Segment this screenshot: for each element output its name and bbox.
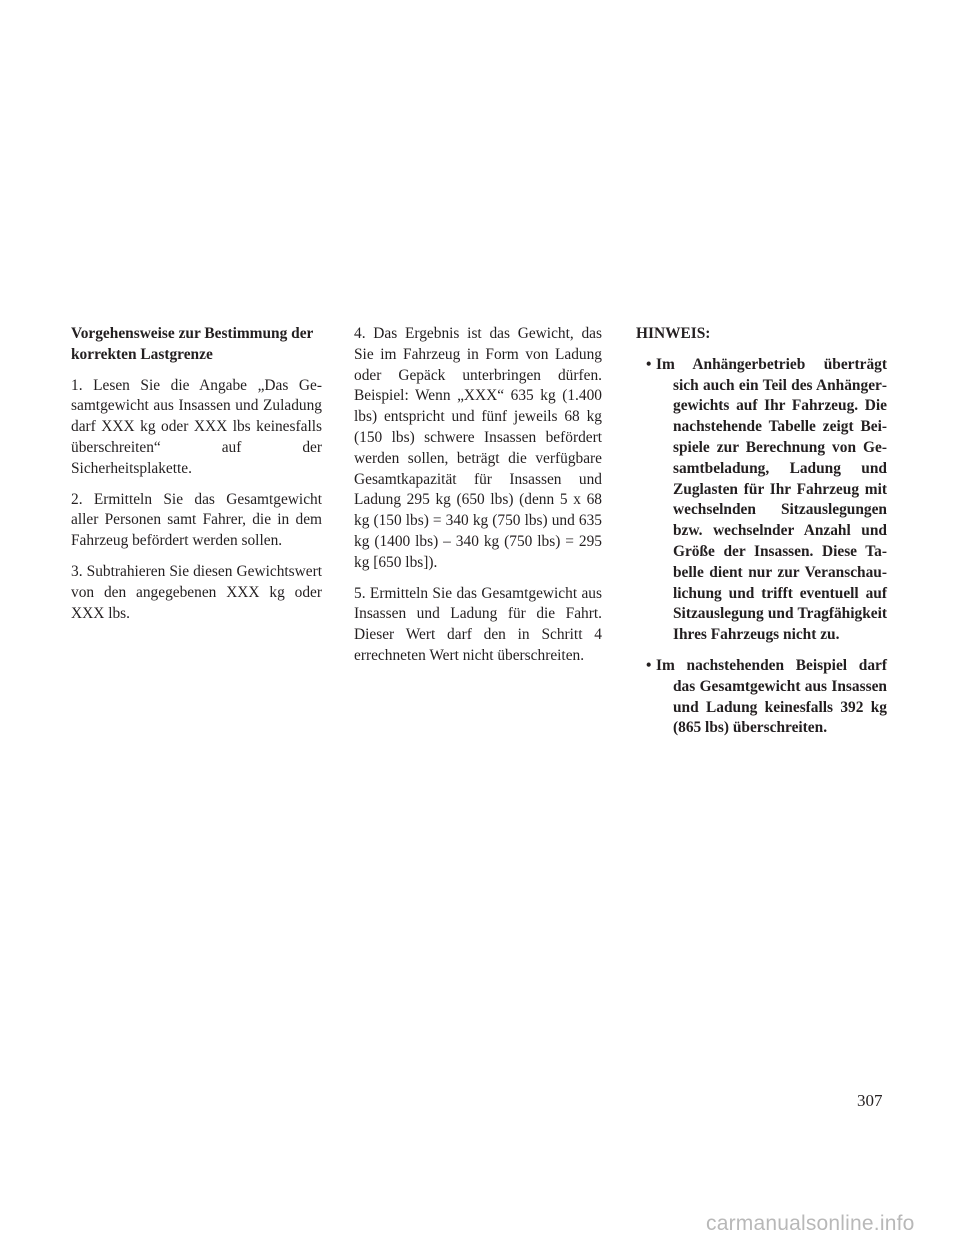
note-bullet-text: Im Anhängerbetrieb überträgt sich auch ein Teil des Anhängergewichts auf Ihr Fahrzeug. Die nachstehende Tabelle zeigt Beispiele zur Berechnung von Gesamtbeladung, Ladung und Zuglasten für Ihr Fahrzeug mit wechselnden Sitzauslegungen bzw. wechselnder Anzahl und Größe der Insassen. Diese Tabelle dient nur zur Veranschaulichung und trifft eventuell auf Sitzauslegung und Tragfähigkeit Ihres Fahrzeugs nicht zu. (656, 355, 887, 644)
watermark-text: carmanualsonline.info (706, 1212, 915, 1235)
step-5-paragraph: 5. Ermitteln Sie das Gesamtgewicht aus Insassen und Ladung für die Fahrt. Dieser Wert darf den in Schritt 4 errechneten Wert nicht überschreiten. (354, 584, 602, 664)
bullet-icon: • (646, 355, 652, 373)
step-3-paragraph: 3. Subtrahieren Sie diesen Gewichtswert von den angegebenen XXX kg oder XXX lbs. (71, 562, 322, 622)
note-bullet-item (636, 355, 887, 646)
step-2-paragraph: 2. Ermitteln Sie das Gesamtgewicht aller Personen samt Fahrer, die in dem Fahrzeug befördert werden sollen. (71, 490, 322, 550)
page-number: 307 (857, 1091, 883, 1110)
column-middle (354, 324, 602, 677)
section-heading: Vorgehensweise zur Bestimmung der korrekten Lastgrenze (71, 325, 314, 363)
note-bullet-text: Im nachstehenden Beispiel darf das Gesamtgewicht aus Insassen und Ladung keinesfalls 392 kg (865 lbs) überschreiten. (656, 656, 887, 737)
bullet-icon: • (646, 656, 652, 674)
note-bullet-list (636, 355, 887, 739)
note-bullet-item (636, 656, 887, 739)
column-right (636, 324, 887, 749)
column-left (71, 324, 322, 634)
step-4-paragraph: 4. Das Ergebnis ist das Gewicht, das Sie im Fahrzeug in Form von Ladung oder Gepäck unterbringen dürfen. Beispiel: Wenn „XXX“ 635 kg (1.400 lbs) entspricht und fünf jeweils 68 kg (150 lbs) schwere Insassen befördert werden sollen, beträgt die verfügbare Gesamtkapazität für Insassen und Ladung 295 kg (650 lbs) (denn 5 x 68 kg (150 lbs) = 340 kg (750 lbs) und 635 kg (1400 lbs) – 340 kg (750 lbs) = 295 kg [650 lbs]). (354, 325, 602, 571)
step-1-paragraph: 1. Lesen Sie die Angabe „Das Gesamtgewicht aus Insassen und Zuladung darf XXX kg oder XXX lbs keinesfalls überschreiten“ auf der Sicherheitsplakette. (71, 376, 322, 477)
note-heading: HINWEIS: (636, 325, 711, 342)
